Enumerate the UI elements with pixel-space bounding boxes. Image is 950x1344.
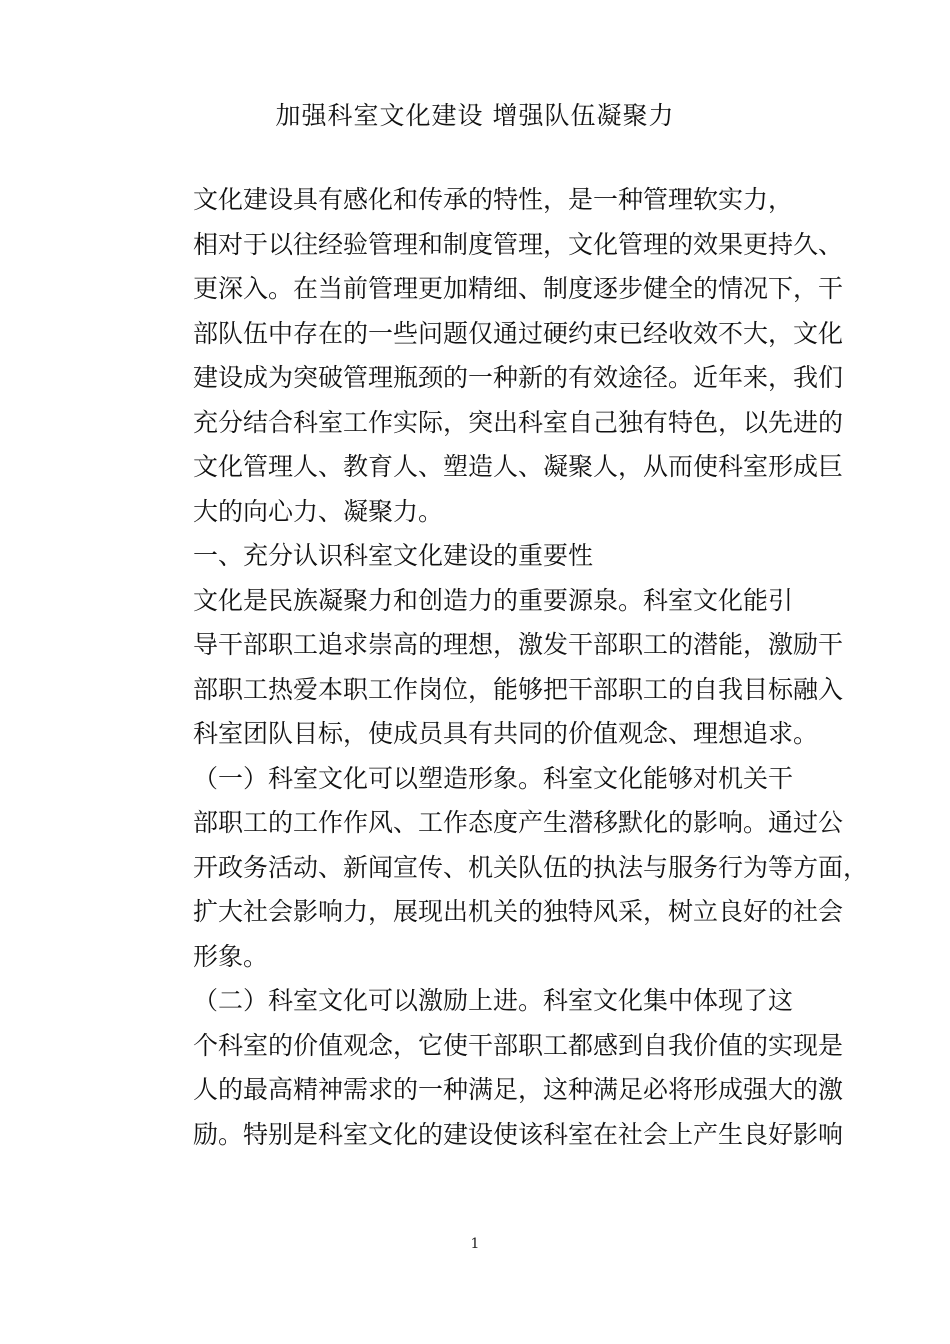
text-line: 文化管理人、教育人、塑造人、凝聚人，从而使科室形成巨 xyxy=(193,452,844,481)
page-number: 1 xyxy=(470,1236,480,1252)
text-line: 文化建设具有感化和传承的特性，是一种管理软实力， xyxy=(193,185,794,214)
document-title: 加强科室文化建设 增强队伍凝聚力 xyxy=(275,101,675,130)
text-line: 扩大社会影响力，展现出机关的独特风采，树立良好的社会 xyxy=(193,897,844,926)
text-line: （二）科室文化可以激励上进。科室文化集中体现了这 xyxy=(193,986,794,1015)
text-line: 开政务活动、新闻宣传、机关队伍的执法与服务行为等方面， xyxy=(193,852,869,882)
text-line: 科室团队目标，使成员具有共同的价值观念、理想追求。 xyxy=(193,719,819,748)
paragraph-importance xyxy=(143,579,844,757)
paragraph-shape-image xyxy=(143,757,869,980)
text-line: 人的最高精神需求的一种满足，这种满足必将形成强大的激 xyxy=(193,1075,844,1104)
paragraph-intro xyxy=(143,178,844,534)
text-line: （一）科室文化可以塑造形象。科室文化能够对机关干 xyxy=(193,763,794,793)
text-line: 导干部职工追求崇高的理想，激发干部职工的潜能，激励干 xyxy=(193,630,844,659)
paragraph-motivation xyxy=(143,979,844,1157)
text-line: 部队伍中存在的一些问题仅通过硬约束已经收效不大，文化 xyxy=(193,318,844,348)
text-line: 一、充分认识科室文化建设的重要性 xyxy=(193,541,594,570)
text-line: 充分结合科室工作实际，突出科室自己独有特色，以先进的 xyxy=(193,407,844,437)
text-line: 励。特别是科室文化的建设使该科室在社会上产生良好影响 xyxy=(193,1119,844,1149)
text-line: 建设成为突破管理瓶颈的一种新的有效途径。近年来，我们 xyxy=(193,363,844,392)
text-line: 部职工热爱本职工作岗位，能够把干部职工的自我目标融入 xyxy=(193,674,844,704)
text-line: 个科室的价值观念，它使干部职工都感到自我价值的实现是 xyxy=(193,1030,844,1060)
text-line: 更深入。在当前管理更加精细、制度逐步健全的情况下，干 xyxy=(193,274,844,303)
text-line: 形象。 xyxy=(193,941,269,971)
document-body xyxy=(143,178,869,1157)
text-line: 部职工的工作作风、工作态度产生潜移默化的影响。通过公 xyxy=(193,808,844,837)
section-heading xyxy=(143,534,809,579)
text-line: 大的向心力、凝聚力。 xyxy=(193,496,444,526)
text-line: 文化是民族凝聚力和创造力的重要源泉。科室文化能引 xyxy=(193,585,794,615)
text-line: 相对于以往经验管理和制度管理，文化管理的效果更持久、 xyxy=(193,229,844,259)
